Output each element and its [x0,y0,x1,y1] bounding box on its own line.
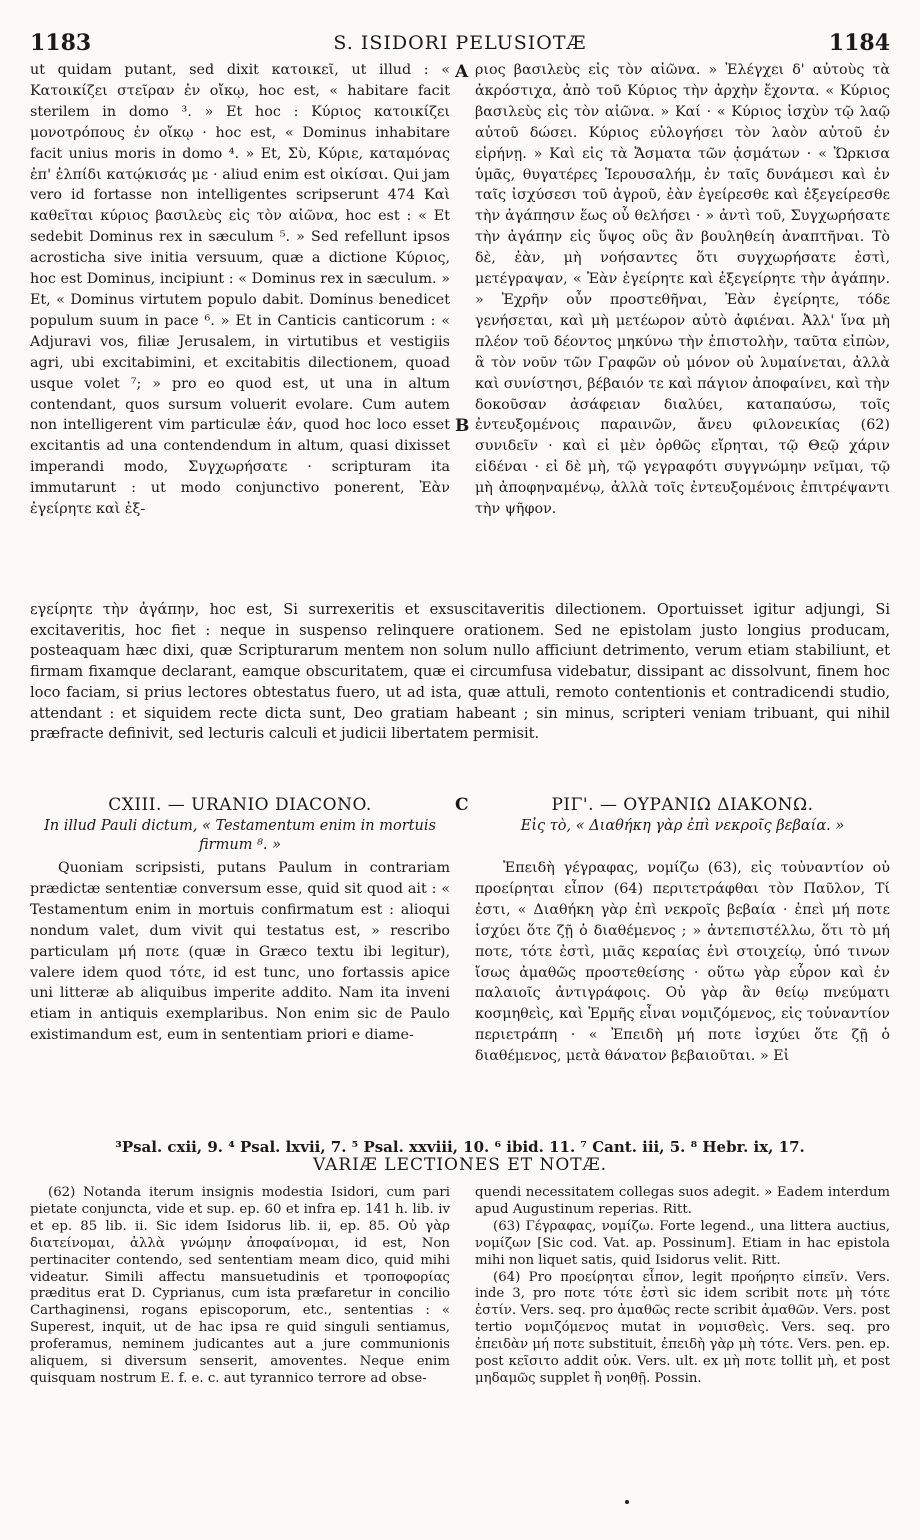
latin-paragraph: ut quidam putant, sed dixit κατοικεῖ, ut illud : « Κατοικίζει στεῖραν ἐν οἴκῳ, hoc est, « habitare facit sterilem in domo ³. » Et hoc : Κύριος κατοικίζει μονοτρόπους ἐν οἴκῳ · hoc est, « Dominus inhabitare facit unius moris in domo ⁴. » Et, Σὺ, Κύριε, καταμόνας ἐπ' ἐλπίδι κατῴκισάς με · aliud enim est οἰκίσαι. Qui jam vero id fortasse non intelligentes scripserunt 474 Καὶ καθεῖται κύριος βασιλεὺς εἰς τὸν αἰῶνα, hoc est : « Et sedebit Dominus rex in sæculum ⁵. » Sed refellunt ipsos acrosticha sive initia versuum, quæ a dictione Κύριος, hoc est Dominus, incipiunt : « Dominus rex in sæculum. » Et, « Dominus virtutem populo dabit. Dominus benedicet populum suum in pace ⁶. » Et in Canticis canticorum : « Adjuravi vos, filiæ Jerusalem, in virtutibus et vestigiis agri, ubi excitabimini, et excitabitis dilectionem, quoad usque volet ⁷; » pro eo quod est, ut una in altum contendant, quos sursum voluerit evolare. Cum autem non intelligerent vim particulæ ἐάν, quod hoc loco esset excitantis ad una contendendum in altum, quasi dixisset imperandi modo, Συγχωρήσατε · scripturam ita immutarunt : ut modo conjunctivo ponerent, Ἐὰν ἐγείρητε καὶ ἐξ- [30,62,450,518]
margin-letter-b: B [455,416,470,436]
page-title: S. ISIDORI PELUSIOTÆ [333,32,587,54]
latin-section-heading: CXIII. — URANIO DIACONO. [108,795,372,815]
greek-column-top [475,60,890,605]
running-head [30,30,890,56]
note-64: (64) Pro προείρηται εἶπον, legit προήρητο εἰπεῖν. Vers. inde 3, pro ποτε τότε ἐστὶ sic idem scribit ποτε μὴ τότε ἐστίν. Vers. seq. pro ἀμαθῶς recte scribit ἀμαθῶν. Vers. post tertio νομιζόμενος mutat in νομισθεὶς. Vers. seq. pro ἐπειδὰν μή ποτε substituit, ἐπειδὴ γὰρ μὴ τότε. Vers. pen. ep. post κεῖσιτο addit οὐκ. Vers. ult. ex μὴ ποτε tollit μὴ, et post μηδαμῶς supplet ἢ νοηθῇ. Possin. [475,1269,890,1386]
greek-letter-text: Ἐπειδὴ γέγραφας, νομίζω (63), εἰς τοὐναντίον οὐ προείρηται εἶπον (64) περιτετράφθαι τὸν Παῦλον, Τί ἐστι, « Διαθήκη γὰρ ἐπὶ νεκροῖς βεβαία · ἐπεὶ μή ποτε ἰσχύει ὅτε ζῇ ὁ διαθέμενος ; » ἀντεπιστέλλω, ὅτι τὸ μή ποτε, τότε ἐστὶ, μιᾶς κεραίας ἑνὶ στοιχείῳ, ὑπό τινων ἴσως ἀμαθῶς προστεθείσης · οὕτω γὰρ εὗρον καὶ ἐν παλαιοῖς ἀντιγράφοις. Οὐ γὰρ ἂν θείῳ πνεύματι κοσμηθεὶς, καὶ Ἑρμῆς εἶναι νομιζόμενος, εἰς τοὐναντίον περιετράπη · « Ἐπειδὴ μή ποτε ἰσχύει ὅτε ζῇ ὁ διαθέμενος, μετὰ θάνατον βεβαιοῦται. » Εἰ [475,860,890,1065]
latin-letter-text: Quoniam scripsisti, putans Paulum in contrariam prædictæ sententiæ conversum esse, quid sit quod ait : « Testamentum enim in mortuis confirmatum est : alioqui nondum valet, dum vivit qui testatus est, » rescribo particulam μή ποτε (quæ in Græco textu ibi legitur), valere idem quod τότε, id est tunc, uno fortassis apice uni litteræ ab aliquibus imperite addito. Nam ita inveni etiam in antiquis exemplaribus. Non enim sic de Paulo existimandum est, eum in sententiam priori e diame- [30,860,450,1044]
notes-title: VARIÆ LECTIONES ET NOTÆ. [312,1155,608,1175]
page-number-right: 1184 [828,30,890,56]
note-63: (63) Γέγραφας, νομίζω. Forte legend., una littera auctius, νομίζων [Sic cod. Vat. ap. Possinum]. Etiam in hac epistola mihi non liquet satis, quid Isidorus velit. Ritt. [475,1218,890,1268]
margin-letter-c: C [455,795,469,815]
latin-section-subtitle: In illud Pauli dictum, « Testamentum enim in mortuis firmum ⁸. » [44,818,436,853]
page-number-left: 1183 [30,30,92,56]
notes-left-column [30,1185,450,1460]
footnotes: ³Psal. cxii, 9. ⁴ Psal. lxvii, 7. ⁵ Psal. xxviii, 10. ⁶ ibid. 11. ⁷ Cant. iii, 5. ⁸ Hebr. ix, 17. [115,1138,805,1156]
notes-right-column [475,1185,890,1460]
greek-section-heading: ΡΙΓ'. — ΟΥΡΑΝΙΩ ΔΙΑΚΟΝΩ. [551,795,814,815]
note-62-continued: quendi necessitatem collegas suos adegit. » Eadem interdum apud Augustinum reperias. Ritt. [475,1185,890,1217]
latin-column-top [30,60,450,605]
note-62: (62) Notanda iterum insignis modestia Isidori, cum pari pietate conjuncta, vide et sup. ep. 60 et infra ep. 141 h. lib. iv et ep. 85 lib. ii. Sic idem Isidorus lib. ii, ep. 85. Οὐ γὰρ διατείνομαι, ἀλλὰ γνώμην ἀποφαίνομαι, id est, Non pertinaciter contendo, sed sententiam meam dico, quid mihi videatur. Simili affectu mansuetudinis et τροποφορίας præditus erat D. Cyprianus, cum ista præfaretur in concilio Carthaginensi, rogans episcoporum, etc., sententias : « Superest, inquit, ut de hac ipsa re quid singuli sentiamus, proferamus, neminem judicantes aut a jure communionis aliquem, si diversum senserit, amoventes. Neque enim quisquam nostrum E. f. e. c. aut tyrannico terrore ad obse- [30,1185,450,1386]
full-width-paragraph [30,600,890,745]
greek-paragraph: ριος βασιλεὺς εἰς τὸν αἰῶνα. » Ἐλέγχει δ' αὐτοὺς τὰ ἀκρόστιχα, ἀπὸ τοῦ Κύριος τὴν ἀρχὴν ἔχοντα. « Κύριος βασιλεὺς εἰς τὸν αἰῶνα. » Καί · « Κύριος ἰσχὺν τῷ λαῷ αὐτοῦ δώσει. Κύριος εὐλογήσει τὸν λαὸν αὐτοῦ ἐν εἰρήνῃ. » Καὶ εἰς τὰ Ἄσματα τῶν ᾀσμάτων · « Ὥρκισα ὑμᾶς, θυγατέρες Ἱερουσαλήμ, ἐν ταῖς δυνάμεσι καὶ ἐν ταῖς ἰσχύσεσι τοῦ ἀγροῦ, ἐὰν ἐγείρεσθε καὶ ἐξεγείρεσθε τὴν ἀγάπησιν ἕως οὗ θελήσει · » ἀντὶ τοῦ, Συγχωρήσατε τὴν ἀγάπην εἰς ὕψος οὓς ἂν βουληθείη ἀναπτῆναι. Τὸ δὲ, ἐὰν, μὴ νοήσαντες ὅτι συγχωρήσατε ἐστὶ, μετέγραψαν, « Ἐὰν ἐγείρητε καὶ ἐξεγείρητε τὴν ἀγάπην. » Ἐχρῆν οὖν προστεθῆναι, Ἐὰν ἐγείρητε, τόδε γενήσεται, καὶ μὴ μετέωρον αὐτὸ ἀφιέναι. Ἀλλ' ἵνα μὴ πλέον τοῦ δέοντος μηκύνω τὴν ἐπιστολὴν, ταῦτα εἰπὼν, ἃ τὸν νοῦν τῶν Γραφῶν οὐ μόνον οὐ λυμαίνεται, ἀλλὰ καὶ συνίστησι, βέβαιόν τε καὶ πάγιον ἀποφαίνει, καὶ τὴν δοκοῦσαν ἀσάφειαν διαλύει, καταπαύσω, τοῖς ἐντευξομένοις παραινῶν, ἄνευ φιλονεικίας (62) συνιδεῖν · καὶ εἰ μὲν ὀρθῶς εἴρηται, τῷ Θεῷ χάριν εἰδέναι · εἰ δὲ μὴ, τῷ γεγραφότι συγγνώμην νεῖμαι, τῷ μὴ ἀποφηναμένῳ, ἀλλὰ τοῖς ἐντευξομένοις ἐπιτρέψαντι τὴν ψῆφον. [475,62,890,518]
greek-letter-column [475,858,890,1138]
greek-section-subtitle: Εἰς τὸ, « Διαθήκη γὰρ ἐπὶ νεκροῖς βεβαία. » [520,818,845,834]
stray-dot [625,1500,629,1504]
latin-letter-column [30,858,450,1138]
margin-letter-a: A [455,62,469,82]
full-width-text: εγείρητε τὴν ἀγάπην, hoc est, Si surrexeritis et exsuscitaveritis dilectionem. Oportuisset igitur adjungi, Si excitaveritis, hoc fiet : neque in suspenso relinquere orationem. Sed ne epistolam justo longius producam, posteaquam hæc dixi, quæ Scripturarum mentem non solum nullo afficiunt detrimento, verum etiam stabiliunt, et firmam fixamque declarant, eamque obscuritatem, quæ ei circumfusa videbatur, dissipant ac dissolvunt, finem hoc loco faciam, si prius lectores obtestatus fuero, ut ad ista, quæ attuli, remoto contentionis et contradicendi studio, attendant : et siquidem recte dicta sunt, Deo gratiam habeant ; sin minus, scripteri veniam tribuant, qui nihil præfracte definivit, sed lecturis calculi et judicii libertatem permisit. [30,601,890,743]
